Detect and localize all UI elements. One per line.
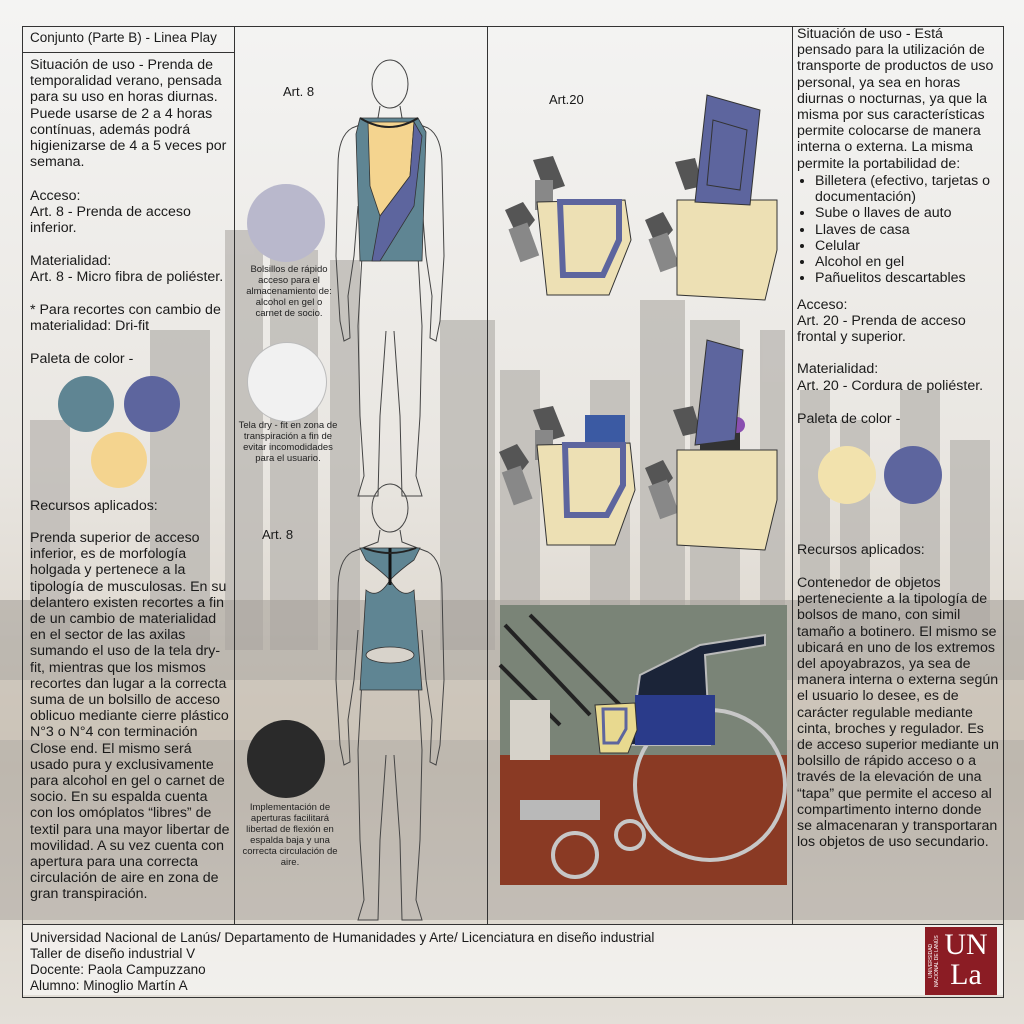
art20-label: Art.20	[549, 92, 584, 107]
left-materialidad-text: Art. 8 - Micro fibra de poliéster.	[30, 269, 224, 285]
right-recursos-title: Recursos aplicados:	[797, 542, 925, 558]
color-swatch-teal	[58, 376, 114, 432]
pocket-detail-photo	[247, 184, 325, 262]
garment-back-illustration	[330, 480, 450, 920]
art8-front-label: Art. 8	[283, 84, 315, 99]
back-opening-caption: Implementación de aperturas facilitará libertad de flexión en espalda baja y una correcta circulación de aire.	[242, 802, 338, 868]
logo-text-bottom: La	[950, 958, 982, 991]
right-paleta-label: Paleta de color -	[797, 411, 901, 427]
unla-logo	[925, 927, 997, 995]
color-swatch-yellow	[91, 432, 147, 488]
list-item: • Alcohol en gel	[815, 254, 1015, 270]
dry-fit-fabric-photo	[247, 342, 327, 422]
footer-line-2: Taller de diseño industrial V	[30, 946, 196, 961]
left-recortes-text: * Para recortes con cambio de materialidad: Dri-fit	[30, 302, 221, 335]
color-swatch-beige	[818, 446, 876, 504]
left-recursos-title: Recursos aplicados:	[30, 498, 158, 514]
wheelchair-photo	[500, 605, 787, 885]
right-acceso-text: Art. 20 - Prenda de acceso frontal y superior.	[797, 313, 966, 346]
list-item: • Pañuelitos descartables	[815, 270, 1015, 286]
logo-text-top: UN	[944, 928, 988, 961]
back-opening-photo	[247, 720, 325, 798]
left-paleta-label: Paleta de color -	[30, 351, 134, 367]
right-acceso-title: Acceso:	[797, 297, 848, 313]
right-materialidad-title: Materialidad:	[797, 361, 879, 377]
right-uso-text: Situación de uso - Está pensado para la utilización de transporte de productos de uso personal, ya sea en horas diurnas o nocturnas, ya que la misma por sus características permite colocarse de manera interna o externa. La misma permite la portabilidad de:	[797, 26, 994, 172]
dry-fit-caption: Tela dry - fit en zona de transpiración a fin de evitar incomodidades para el usuario.	[238, 420, 338, 464]
left-acceso-title: Acceso:	[30, 188, 81, 204]
color-swatch-blue	[124, 376, 180, 432]
list-item: • Llaves de casa	[815, 222, 1015, 238]
header-divider	[22, 52, 234, 53]
list-item: • Sube o llaves de auto	[815, 205, 1015, 221]
list-item: • Billetera (efectivo, tarjetas o documentación)	[815, 173, 1015, 205]
art8-back-label: Art. 8	[262, 527, 294, 542]
color-swatch-blue	[884, 446, 942, 504]
column-divider	[792, 26, 793, 924]
left-recursos-text: Prenda superior de acceso inferior, es de morfología holgada y pertenece a la tipología de musculosas. En su delantero existen recortes a fin de un cambio de materialidad en el sector de las axilas sumando el uso de la tela dry-fit, mientras que los mismos recortes dan lugar a la correcta suma de un bolsillo de acceso oblicuo mediante cierre plástico N°3 o N°4 con terminación Close end. El mismo será usado pura y exclusivamente para alcohol en gel o carnet de socio. En su espalda cuenta con los omóplatos “libres” de textil para una mayor libertar de movilidad. A su vez cuenta con apertura para una correcta circulación de aire en zona de gran transpiración.	[30, 530, 230, 903]
bag-closed-illustration	[495, 90, 785, 300]
left-uso-text: Situación de uso - Prenda de temporalidad verano, pensada para su uso en horas diurnas. Puede usarse de 2 a 4 horas contínuas, además podrá higienizarse de 4 a 5 veces por semana.	[30, 57, 227, 171]
garment-front-illustration	[330, 56, 450, 501]
right-recursos-text: Contenedor de objetos perteneciente a la tipología de bolsos de mano, con simil tamaño a botinero. El mismo se ubicará en uno de los extremos del apoyabrazos, ya sea de manera interna o externa según el usuario lo desee, es de carácter regulable mediante cinta, broches y regulador. Es de acceso superior mediante un bolsillo de rápido acceso o a través de la elevación de una “tapa” que permite el acceso al compartimento interno donde se almacenaran y transportaran los objetos de uso secundario.	[797, 575, 999, 851]
footer-line-4: Alumno: Minoglio Martín A	[30, 978, 188, 993]
right-items-list	[797, 173, 1015, 286]
logo-arc-text: UNIVERSIDAD NACIONAL DE LANÚS	[928, 935, 940, 987]
left-acceso-text: Art. 8 - Prenda de acceso inferior.	[30, 204, 191, 237]
column-divider	[487, 26, 488, 924]
left-materialidad-title: Materialidad:	[30, 253, 112, 269]
bag-open-illustration	[495, 340, 785, 550]
list-item: • Celular	[815, 238, 1015, 254]
footer-line-1: Universidad Nacional de Lanús/ Departamento de Humanidades y Arte/ Licenciatura en diseño industrial	[30, 930, 655, 945]
right-materialidad-text: Art. 20 - Cordura de poliéster.	[797, 378, 984, 394]
pocket-caption: Bolsillos de rápido acceso para el almacenamiento de: alcohol en gel o carnet de socio.	[246, 264, 332, 319]
page-title: Conjunto (Parte B) - Linea Play	[30, 30, 217, 45]
footer-line-3: Docente: Paola Campuzzano	[30, 962, 206, 977]
column-divider	[234, 26, 235, 924]
